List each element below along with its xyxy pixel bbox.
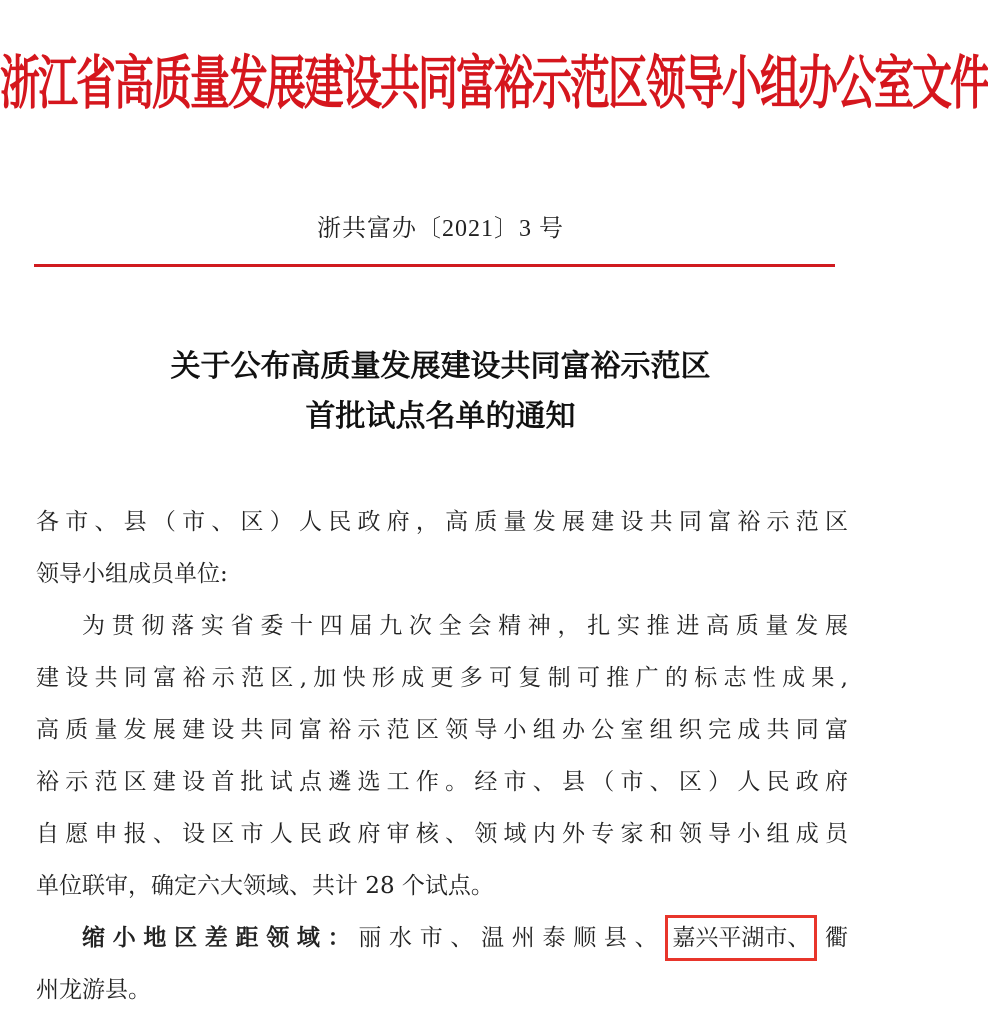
paragraph-1-line-5: 自愿申报、设区市人民政府审核、领域内外专家和领导小组成员 <box>36 821 848 847</box>
document-number: 浙共富办〔2021〕3 号 <box>317 216 564 242</box>
notice-title-line-2: 首批试点名单的通知 <box>305 399 576 434</box>
region-gap-pilots-b: 衢 <box>817 925 849 951</box>
addressee-line-2: 领导小组成员单位: <box>36 561 228 587</box>
header-divider <box>34 264 835 267</box>
paragraph-2-line-2: 州龙游县。 <box>36 977 151 1003</box>
paragraph-1-line-6: 单位联审，确定六大领域、共计 28 个试点。 <box>36 873 494 899</box>
addressee-line-1: 各市、县（市、区）人民政府，高质量发展建设共同富裕示范区 <box>36 509 848 535</box>
region-gap-field-label: 缩小地区差距领域： <box>82 924 359 951</box>
notice-title-line-1: 关于公布高质量发展建设共同富裕示范区 <box>170 349 711 384</box>
paragraph-1-line-1: 为贯彻落实省委十四届九次全会精神，扎实推进高质量发展 <box>82 613 848 639</box>
paragraph-1-line-4: 裕示范区建设首批试点遴选工作。经市、县（市、区）人民政府 <box>36 769 848 795</box>
region-gap-pilots-a: 丽水市、温州泰顺县、 <box>358 925 666 951</box>
paragraph-1-line-2: 建设共同富裕示范区,加快形成更多可复制可推广的标志性成果, <box>36 665 848 691</box>
notice-body <box>36 496 848 1016</box>
issuing-office-header: 浙江省高质量发展建设共同富裕示范区领导小组办公室文件 <box>0 49 988 118</box>
highlighted-pilot-pinghu: 嘉兴平湖市、 <box>665 915 817 961</box>
paragraph-2-line-1 <box>36 912 848 964</box>
notice-title <box>0 342 881 442</box>
paragraph-1-line-3: 高质量发展建设共同富裕示范区领导小组办公室组织完成共同富 <box>36 717 848 743</box>
